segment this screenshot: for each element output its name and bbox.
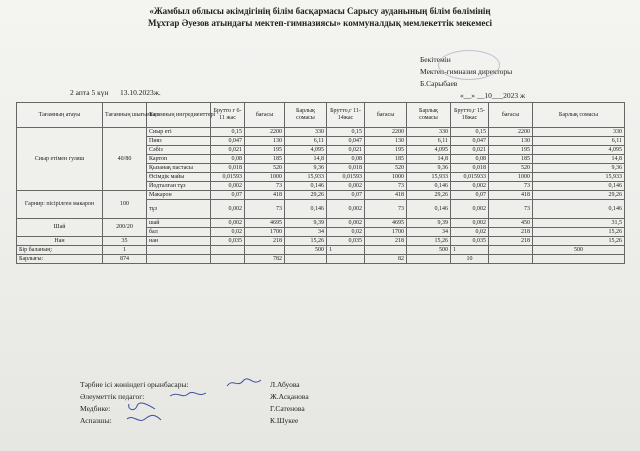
- summary-value: 1: [327, 246, 365, 255]
- document-date: 13.10.2023ж.: [120, 88, 161, 97]
- ingredient-value: 2200: [489, 128, 533, 137]
- dish-yield: 100: [103, 191, 147, 219]
- col-header: Брутто,г 11-14жас: [327, 103, 365, 128]
- ingredient-value: 0,08: [211, 155, 245, 164]
- approval-line-1: Бекітемін: [420, 55, 451, 64]
- ingredient-value: 0,018: [211, 164, 245, 173]
- signature-role: Аспазшы:: [80, 416, 112, 425]
- ingredient-value: 0,018: [451, 164, 489, 173]
- ingredient-value: 9,36: [533, 164, 625, 173]
- ingredient-value: 15,26: [533, 237, 625, 246]
- ingredient-value: 73: [245, 200, 285, 219]
- dish-yield: 200/20: [103, 219, 147, 237]
- ingredient-value: 0,021: [327, 146, 365, 155]
- ingredient-value: 15,26: [533, 228, 625, 237]
- summary-value: 874: [103, 255, 147, 264]
- ingredient-value: 218: [245, 237, 285, 246]
- ingredient-value: 73: [365, 200, 407, 219]
- ingredient-value: 0,02: [327, 228, 365, 237]
- ingredient-value: 0,035: [451, 237, 489, 246]
- ingredient-value: 0,01593: [327, 173, 365, 182]
- ingredient-value: 1000: [245, 173, 285, 182]
- ingredient-name: Йодталған тұз: [147, 182, 211, 191]
- table-row: [17, 219, 625, 228]
- ingredient-value: 185: [365, 155, 407, 164]
- ingredient-name: тұз: [147, 200, 211, 219]
- col-header: Брутто г 6-11 жас: [211, 103, 245, 128]
- summary-row-total: [17, 255, 625, 264]
- ingredient-value: 185: [489, 155, 533, 164]
- ingredient-name: нан: [147, 237, 211, 246]
- ingredient-value: 520: [365, 164, 407, 173]
- ingredient-value: 9,36: [285, 164, 327, 173]
- stamp-icon: [438, 50, 500, 80]
- ingredient-value: 4,095: [533, 146, 625, 155]
- ingredient-value: 1700: [365, 228, 407, 237]
- ingredient-value: 195: [365, 146, 407, 155]
- ingredient-value: 0,002: [211, 219, 245, 228]
- ingredient-value: 6,11: [533, 137, 625, 146]
- ingredient-value: 34: [285, 228, 327, 237]
- ingredient-value: 14,8: [285, 155, 327, 164]
- ingredient-value: 15,933: [407, 173, 451, 182]
- ingredient-value: 15,26: [407, 237, 451, 246]
- ingredient-value: 0,047: [451, 137, 489, 146]
- ingredient-value: 0,146: [285, 200, 327, 219]
- ingredient-name: Өсімдік майы: [147, 173, 211, 182]
- signature-icon: [125, 402, 165, 412]
- ingredient-value: 0,002: [211, 182, 245, 191]
- col-header: Барлық сомасы: [285, 103, 327, 128]
- ingredient-value: 0,15: [451, 128, 489, 137]
- ingredient-value: 73: [365, 182, 407, 191]
- ingredient-value: 450: [489, 219, 533, 228]
- ingredient-value: 0,002: [211, 200, 245, 219]
- ingredient-value: 0,08: [451, 155, 489, 164]
- col-header: бағасы: [365, 103, 407, 128]
- ingredient-value: 0,018: [327, 164, 365, 173]
- approval-line-3: Б.Сарыбаев: [420, 79, 458, 88]
- ingredient-value: 4,095: [285, 146, 327, 155]
- col-header: Тағамның атауы: [17, 103, 103, 128]
- ingredient-value: 34: [407, 228, 451, 237]
- ingredient-value: 195: [245, 146, 285, 155]
- summary-value: 82: [365, 255, 407, 264]
- signature-role: Тәрбие ісі жөніндегі орынбасары:: [80, 380, 189, 389]
- summary-value: 782: [245, 255, 285, 264]
- summary-value: 10: [451, 255, 489, 264]
- ingredient-value: 0,035: [211, 237, 245, 246]
- ingredient-value: 0,07: [211, 191, 245, 200]
- ingredient-value: 73: [489, 182, 533, 191]
- ingredient-value: 218: [489, 228, 533, 237]
- ingredient-name: шай: [147, 219, 211, 228]
- dish-name: Сиыр етімен гуляш: [17, 128, 103, 191]
- dish-name: Нан: [17, 237, 103, 246]
- ingredient-value: 15,933: [285, 173, 327, 182]
- ingredient-value: 14,8: [533, 155, 625, 164]
- ingredient-value: 1000: [365, 173, 407, 182]
- ingredient-value: 418: [365, 191, 407, 200]
- ingredient-name: Макарон: [147, 191, 211, 200]
- ingredient-value: 520: [245, 164, 285, 173]
- summary-value: 1: [103, 246, 147, 255]
- ingredient-value: 2200: [245, 128, 285, 137]
- ingredient-value: 330: [407, 128, 451, 137]
- ingredient-value: 0,01593: [211, 173, 245, 182]
- ingredient-value: 0,146: [407, 182, 451, 191]
- week-day: 2 апта 5 күн: [70, 88, 109, 97]
- signature-icon: [168, 390, 208, 400]
- ingredient-value: 0,146: [533, 200, 625, 219]
- ingredient-name: Сәбіз: [147, 146, 211, 155]
- ingredient-value: 0,002: [327, 182, 365, 191]
- ingredient-value: 14,8: [407, 155, 451, 164]
- ingredient-name: Қызанақ пастасы: [147, 164, 211, 173]
- dish-yield: 35: [103, 237, 147, 246]
- ingredient-value: 0,002: [451, 200, 489, 219]
- col-header: Барлық сомасы: [533, 103, 625, 128]
- signature-icon: [125, 414, 165, 424]
- ingredient-value: 73: [245, 182, 285, 191]
- signature-icon: [225, 378, 265, 388]
- ingredient-value: 29,26: [533, 191, 625, 200]
- summary-value: 1: [451, 246, 489, 255]
- ingredient-value: 0,002: [327, 219, 365, 228]
- summary-label: Барлығы:: [17, 255, 103, 264]
- ingredient-value: 0,021: [451, 146, 489, 155]
- ingredient-value: 418: [489, 191, 533, 200]
- ingredient-value: 0,015933: [451, 173, 489, 182]
- ingredient-name: бал: [147, 228, 211, 237]
- approval-line-2: Мектеп-гимназия директоры: [420, 67, 513, 76]
- ingredient-value: 4,095: [407, 146, 451, 155]
- ingredient-value: 73: [489, 200, 533, 219]
- ingredient-value: 29,26: [285, 191, 327, 200]
- ingredient-value: 330: [533, 128, 625, 137]
- ingredient-value: 130: [365, 137, 407, 146]
- ingredient-value: 0,02: [211, 228, 245, 237]
- col-header: Барлық сомасы: [407, 103, 451, 128]
- ingredient-value: 0,02: [451, 228, 489, 237]
- ingredient-value: 0,021: [211, 146, 245, 155]
- ingredient-value: 130: [489, 137, 533, 146]
- ingredient-value: 0,07: [327, 191, 365, 200]
- col-header: бағасы: [489, 103, 533, 128]
- ingredient-value: 195: [489, 146, 533, 155]
- ingredient-name: Сиыр еті: [147, 128, 211, 137]
- ingredient-name: Пияз: [147, 137, 211, 146]
- summary-label: Бір баланың:: [17, 246, 103, 255]
- signature-name: Г.Сатенова: [270, 404, 305, 413]
- ingredient-value: 1700: [245, 228, 285, 237]
- approval-block: [420, 54, 620, 102]
- summary-row-per-child: [17, 246, 625, 255]
- ingredient-value: 0,146: [533, 182, 625, 191]
- ingredient-value: 15,933: [533, 173, 625, 182]
- signature-name: Л.Абуова: [270, 380, 300, 389]
- ingredient-value: 9,39: [285, 219, 327, 228]
- ingredient-value: 9,39: [407, 219, 451, 228]
- ingredient-value: 15,26: [285, 237, 327, 246]
- ingredient-value: 0,146: [407, 200, 451, 219]
- ingredient-value: 418: [245, 191, 285, 200]
- ingredient-value: 9,36: [407, 164, 451, 173]
- ingredient-value: 0,08: [327, 155, 365, 164]
- ingredient-value: 0,047: [211, 137, 245, 146]
- ingredient-value: 0,002: [451, 219, 489, 228]
- signature-role: Әлеуметтік педагог:: [80, 392, 145, 401]
- ingredient-value: 218: [365, 237, 407, 246]
- ingredient-value: 0,035: [327, 237, 365, 246]
- menu-table: [16, 102, 625, 264]
- ingredient-value: 330: [285, 128, 327, 137]
- ingredient-value: 0,15: [327, 128, 365, 137]
- header-line-1: «Жамбыл облысы әкімдігінің білім басқармасы Сарысу ауданының білім бөлімінің: [149, 6, 491, 16]
- ingredient-value: 1000: [489, 173, 533, 182]
- ingredient-value: 130: [245, 137, 285, 146]
- col-header: Тағамның ингредиенттері: [147, 103, 211, 128]
- col-header: бағасы: [245, 103, 285, 128]
- dish-name: Гарнир: пісірілген макарон: [17, 191, 103, 219]
- table-row: [17, 128, 625, 137]
- table-header-row: [17, 103, 625, 128]
- dish-yield: 40/80: [103, 128, 147, 191]
- ingredient-value: 6,11: [285, 137, 327, 146]
- ingredient-value: 2200: [365, 128, 407, 137]
- ingredient-value: 0,07: [451, 191, 489, 200]
- summary-value: 500: [407, 246, 451, 255]
- ingredient-name: Картоп: [147, 155, 211, 164]
- header-line-2: Мұхтар Әуезов атындағы мектеп-гимназиясы» коммуналдық мемлекеттік мекемесі: [148, 18, 492, 28]
- ingredient-value: 4695: [365, 219, 407, 228]
- ingredient-value: 218: [489, 237, 533, 246]
- col-header: Брутто,г 15-18жас: [451, 103, 489, 128]
- ingredient-value: 0,002: [327, 200, 365, 219]
- ingredient-value: 0,002: [451, 182, 489, 191]
- ingredient-value: 520: [489, 164, 533, 173]
- ingredient-value: 29,26: [407, 191, 451, 200]
- summary-value: 500: [285, 246, 327, 255]
- ingredient-value: 0,15: [211, 128, 245, 137]
- table-row: [17, 191, 625, 200]
- ingredient-value: 6,11: [407, 137, 451, 146]
- dish-name: Шай: [17, 219, 103, 237]
- ingredient-value: 4695: [245, 219, 285, 228]
- signature-role: Медбике:: [80, 404, 111, 413]
- ingredient-value: 31,5: [533, 219, 625, 228]
- signature-name: Ж.Асқанова: [270, 392, 309, 401]
- signature-name: К.Шукее: [270, 416, 299, 425]
- ingredient-value: 185: [245, 155, 285, 164]
- table-row: [17, 237, 625, 246]
- summary-value: 500: [533, 246, 625, 255]
- ingredient-value: 0,146: [285, 182, 327, 191]
- approval-date: «__» __10___2023 ж: [460, 91, 526, 100]
- col-header: Тағамның шығымы,г: [103, 103, 147, 128]
- ingredient-value: 0,047: [327, 137, 365, 146]
